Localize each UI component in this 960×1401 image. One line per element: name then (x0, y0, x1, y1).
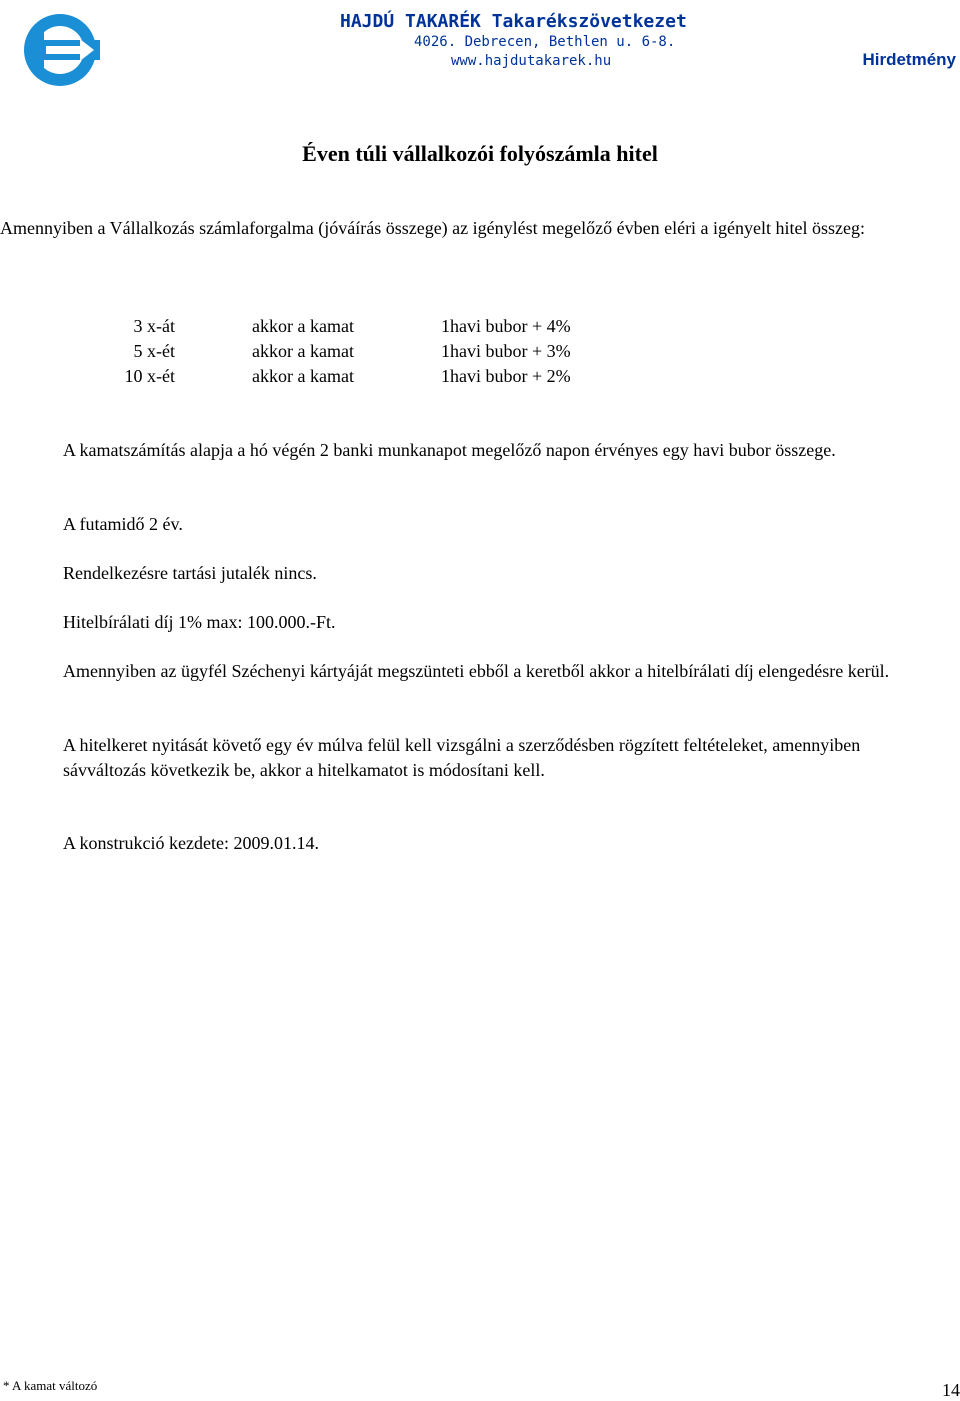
rate-value: 1havi bubor + 2% (441, 366, 571, 386)
review-note-paragraph: A hitelkeret nyitását követő egy év múlva felül kell vizsgálni a szerződésben rögzített feltételeket, amennyiben sávváltozás következik be, akkor a hitelkamatot is módosítani kell. (63, 735, 861, 780)
rate-multiple: 3 x-át (133, 316, 175, 336)
rate-multiple: 10 x-ét (124, 366, 175, 386)
rate-label: akkor a kamat (252, 341, 354, 361)
rate-label: akkor a kamat (252, 366, 354, 386)
organization-website: www.hajdutakarek.hu (451, 53, 612, 69)
rate-multiple: 5 x-ét (133, 341, 175, 361)
rate-value: 1havi bubor + 3% (441, 341, 571, 361)
footnote: * A kamat változó (3, 1378, 98, 1393)
review-fee-paragraph: Hitelbírálati díj 1% max: 100.000.-Ft. (63, 612, 336, 632)
intro-paragraph: Amennyiben a Vállalkozás számlaforgalma (jóváírás összege) az igénylést megelőző évben eléri a igényelt hitel összeg: (0, 218, 866, 238)
szechenyi-note-paragraph: Amennyiben az ügyfél Széchenyi kártyáját megszünteti ebből a keretből akkor a hitelbírálati díj elengedésre kerül. (63, 661, 890, 681)
organization-address: 4026. Debrecen, Bethlen u. 6-8. (414, 34, 676, 50)
rate-row (0, 341, 960, 366)
interest-basis-paragraph: A kamatszámítás alapja a hó végén 2 banki munkanapot megelőző napon érvényes egy havi bubor összege. (63, 440, 836, 460)
organization-name: HAJDÚ TAKARÉK Takarékszövetkezet (340, 11, 687, 32)
rate-value: 1havi bubor + 4% (441, 316, 571, 336)
start-date-paragraph: A konstrukció kezdete: 2009.01.14. (63, 833, 319, 853)
notice-label: Hirdetmény (862, 50, 956, 69)
arrow-logo-icon (20, 10, 100, 90)
term-paragraph: A futamidő 2 év. (63, 514, 183, 534)
document-title: Éven túli vállalkozói folyószámla hitel (302, 141, 658, 166)
page-number: 14 (942, 1380, 960, 1400)
rate-row (0, 316, 960, 341)
rate-row (0, 366, 960, 391)
commitment-fee-paragraph: Rendelkezésre tartási jutalék nincs. (63, 563, 317, 583)
rate-label: akkor a kamat (252, 316, 354, 336)
